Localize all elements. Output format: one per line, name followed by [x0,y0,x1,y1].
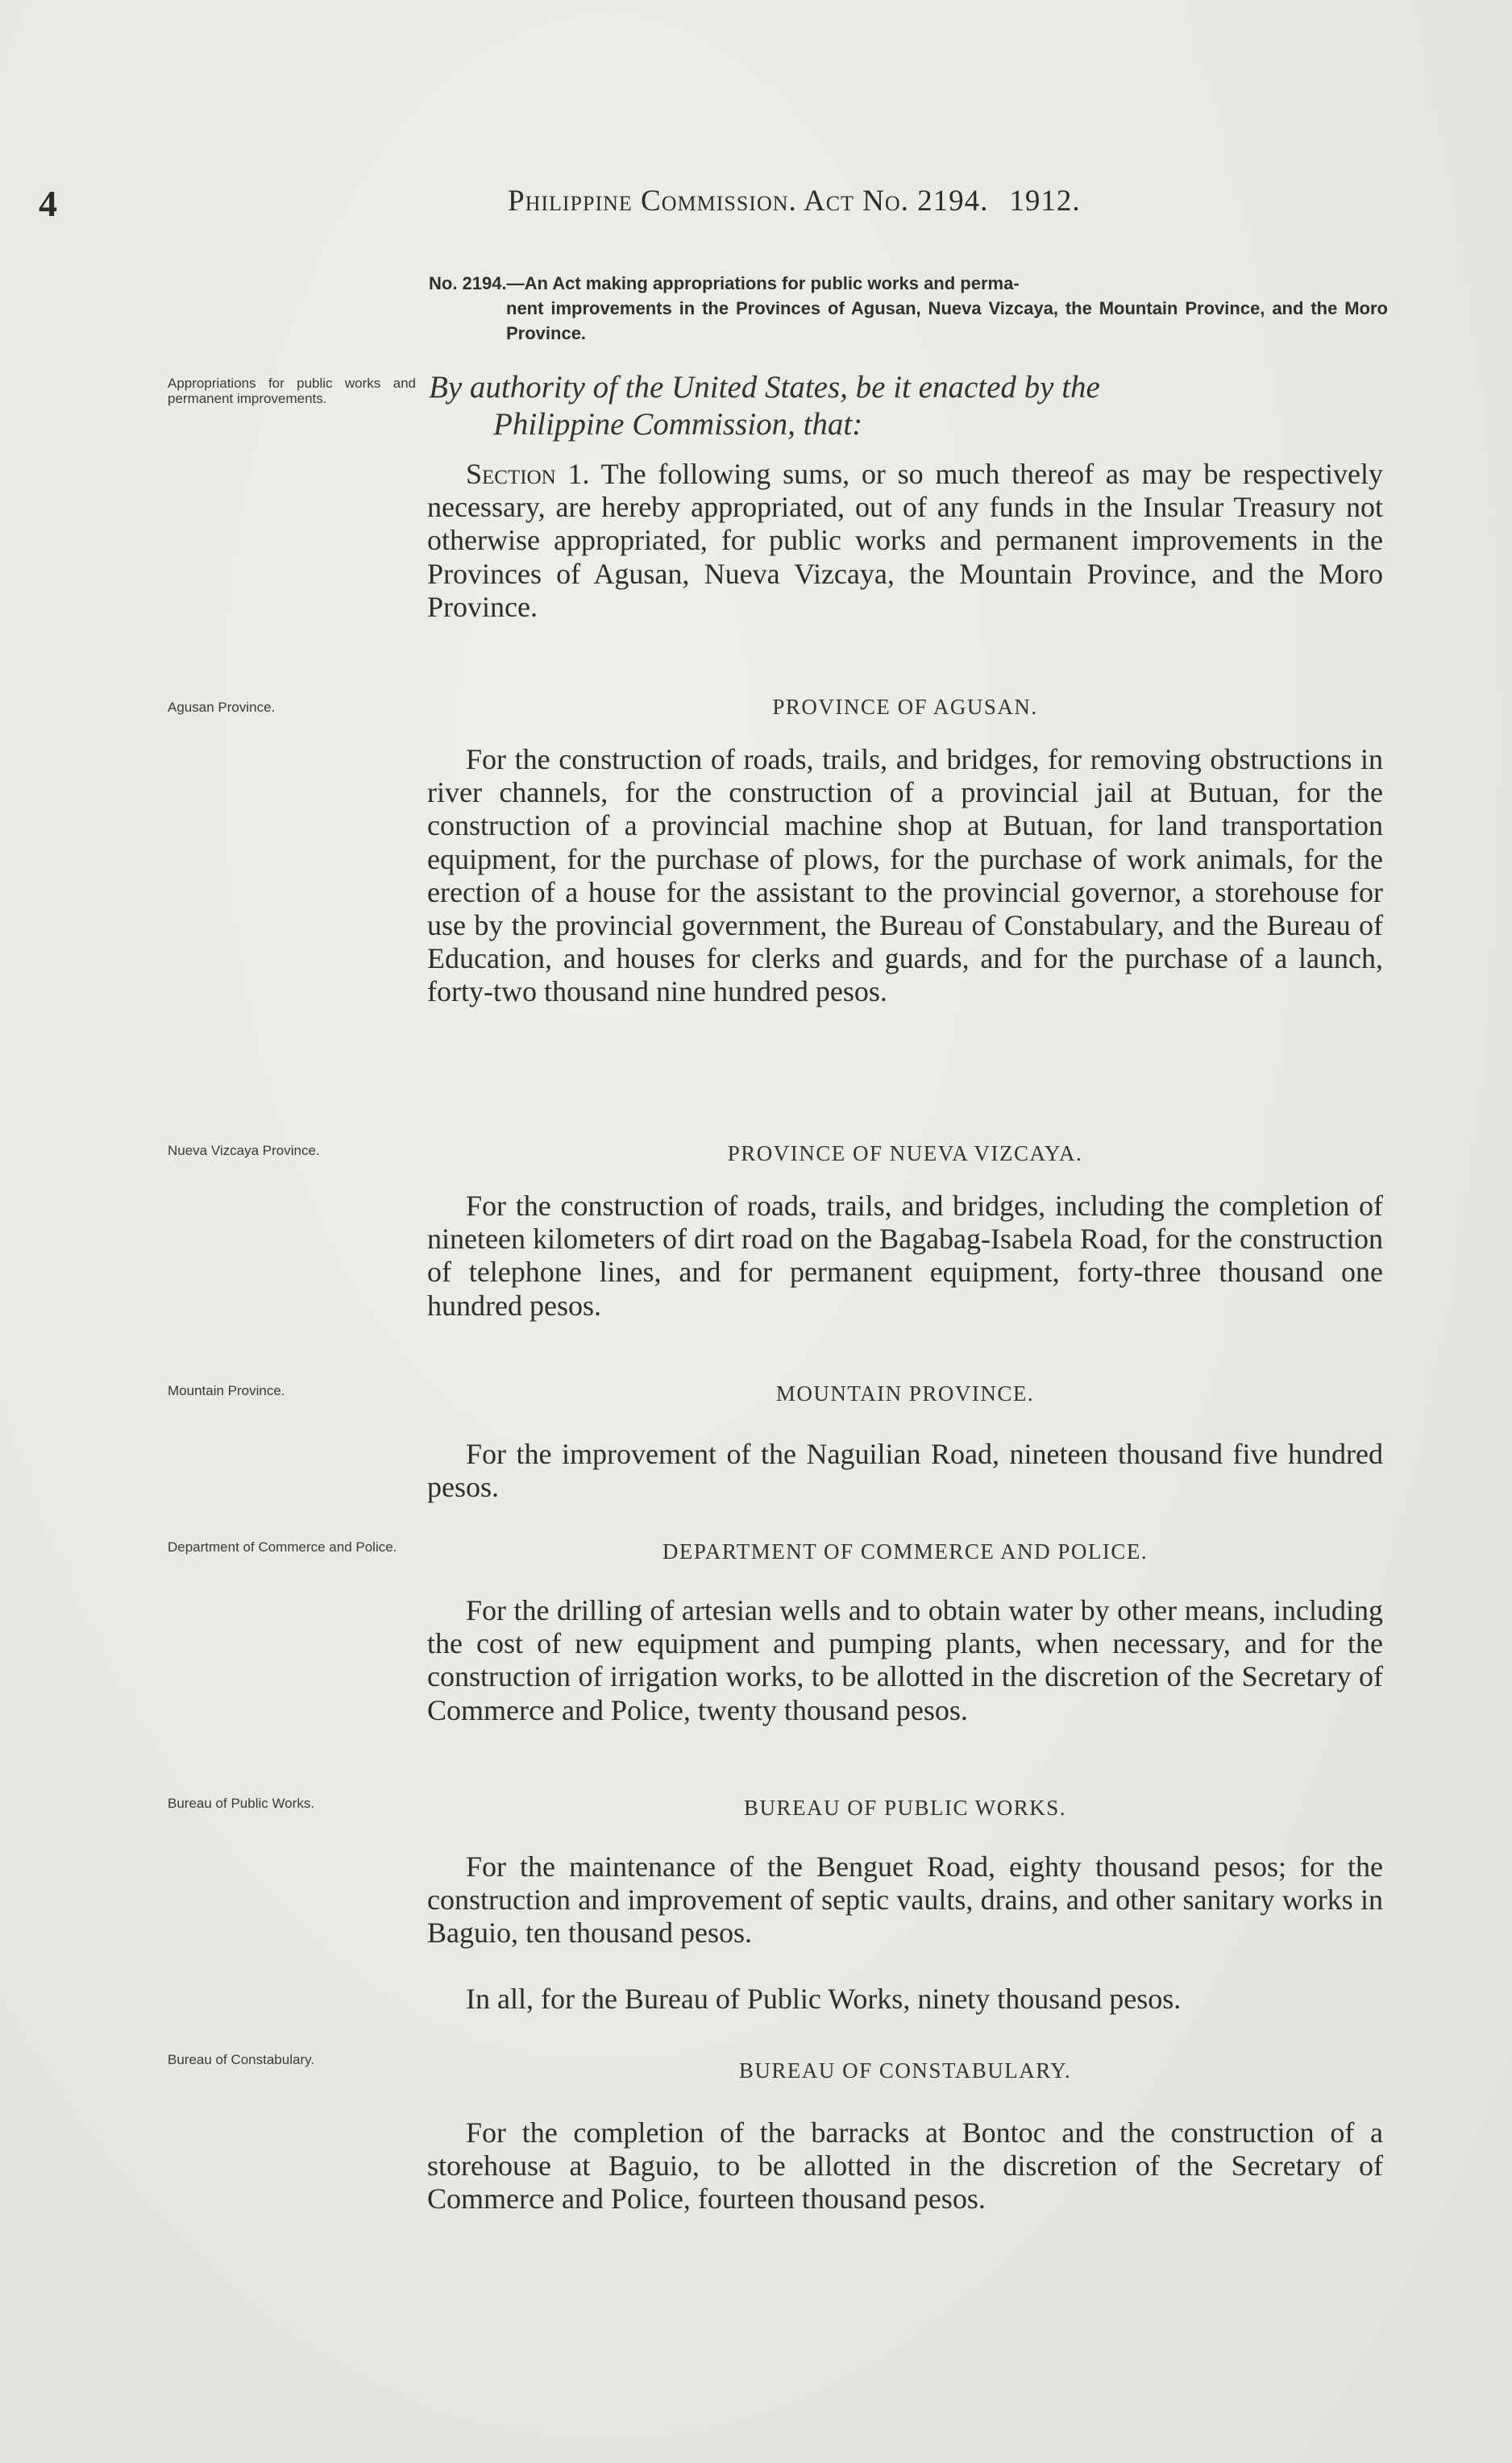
margin-note-agusan: Agusan Province. [168,700,276,715]
margin-note-mountain: Mountain Province. [168,1383,285,1398]
running-head [508,184,1081,218]
paragraph-public-works-1 [427,1850,1383,1950]
heading-mountain: MOUNTAIN PROVINCE. [775,1381,1035,1406]
paragraph-nueva-vizcaya [427,1190,1383,1323]
heading-agusan: PROVINCE OF AGUSAN. [772,695,1038,719]
paragraph-commerce-text: For the drilling of artesian wells and to obtain water by other means, including the cost of new equipment and pumping plants, when necessary, and for the construction of irrigation works, to be allotted in the discretion of the Secretary of Commerce and Police, twenty thousand pesos. [427,1594,1383,1726]
paragraph-public-works-1-text: For the maintenance of the Benguet Road, eighty thousand pesos; for the construction and improvement of septic vaults, drains, and other sanitary works in Baguio, ten thousand pesos. [427,1850,1383,1950]
paragraph-agusan [427,743,1383,1009]
paragraph-public-works-2-text: In all, for the Bureau of Public Works, ninety thousand pesos. [466,1983,1182,2015]
act-title [429,271,1388,346]
paragraph-public-works-2 [427,1983,1383,2016]
running-head-year: 1912. [1009,185,1081,218]
heading-constabulary: BUREAU OF CONSTABULARY. [738,2058,1072,2083]
act-title-lead: No. 2194.—An Act making appropriations for public works and perma- [429,273,1020,293]
running-head-title: Philippine Commission. Act No. 2194. [508,185,989,218]
paragraph-mountain [427,1438,1383,1504]
section-1-label: Section 1. [466,458,590,490]
enacting-line-2: Philippine Commission, that: [493,407,863,442]
paragraph-nueva-vizcaya-text: For the construction of roads, trails, and bridges, including the completion of nineteen kilometers of dirt road on the Bagabag-Isabela Road, for the construction of telephone lines, and for permanent equipment, forty-three thousand one hundred pesos. [427,1190,1383,1322]
page-number: 4 [39,183,57,224]
enacting-clause [429,369,1384,443]
paragraph-constabulary-text: For the completion of the barracks at Bontoc and the construction of a storehouse at Baguio, to be allotted in the discretion of the Secretary of Commerce and Police, fourteen thousand pesos. [427,2116,1383,2216]
heading-commerce: DEPARTMENT OF COMMERCE AND POLICE. [662,1539,1149,1564]
margin-note-appropriations: Appropriations for public works and permanent improvements. [168,376,416,406]
margin-note-nueva-vizcaya: Nueva Vizcaya Province. [168,1143,320,1158]
section-1-paragraph [427,458,1383,624]
paragraph-mountain-text: For the improvement of the Naguilian Road, nineteen thousand five hundred pesos. [427,1438,1383,1504]
heading-public-works: BUREAU OF PUBLIC WORKS. [743,1796,1067,1820]
margin-note-commerce: Department of Commerce and Police. [168,1539,397,1555]
act-title-rest: nent improvements in the Provinces of Agusan, Nueva Vizcaya, the Mountain Province, and the Moro Province. [506,298,1388,343]
paragraph-constabulary [427,2116,1383,2216]
enacting-line-1: By authority of the United States, be it enacted by the [429,370,1100,405]
section-1-text: The following sums, or so much thereof as may be respectively necessary, are hereby appropriated, out of any funds in the Insular Treasury not otherwise appropriated, for public works and permanent improvements in the Provinces of Agusan, Nueva Vizcaya, the Mountain Province, and the Moro Province. [427,458,1384,623]
margin-note-constabulary: Bureau of Constabulary. [168,2052,315,2067]
paragraph-agusan-text: For the construction of roads, trails, and bridges, for removing obstructions in river channels, for the construction of a provincial jail at Butuan, for the construction of a provincial machine shop at Butuan, for land transportation equipment, for the purchase of plows, for the purchase of work animals, for the erection of a house for the assistant to the provincial governor, a storehouse for use by the provincial government, the Bureau of Constabulary, and the Bureau of Education, and houses for clerks and guards, and for the purchase of a launch, forty-two thousand nine hundred pesos. [427,743,1383,1008]
margin-note-public-works: Bureau of Public Works. [168,1796,315,1811]
paragraph-commerce [427,1594,1383,1727]
heading-nueva-vizcaya: PROVINCE OF NUEVA VIZCAYA. [727,1141,1083,1165]
